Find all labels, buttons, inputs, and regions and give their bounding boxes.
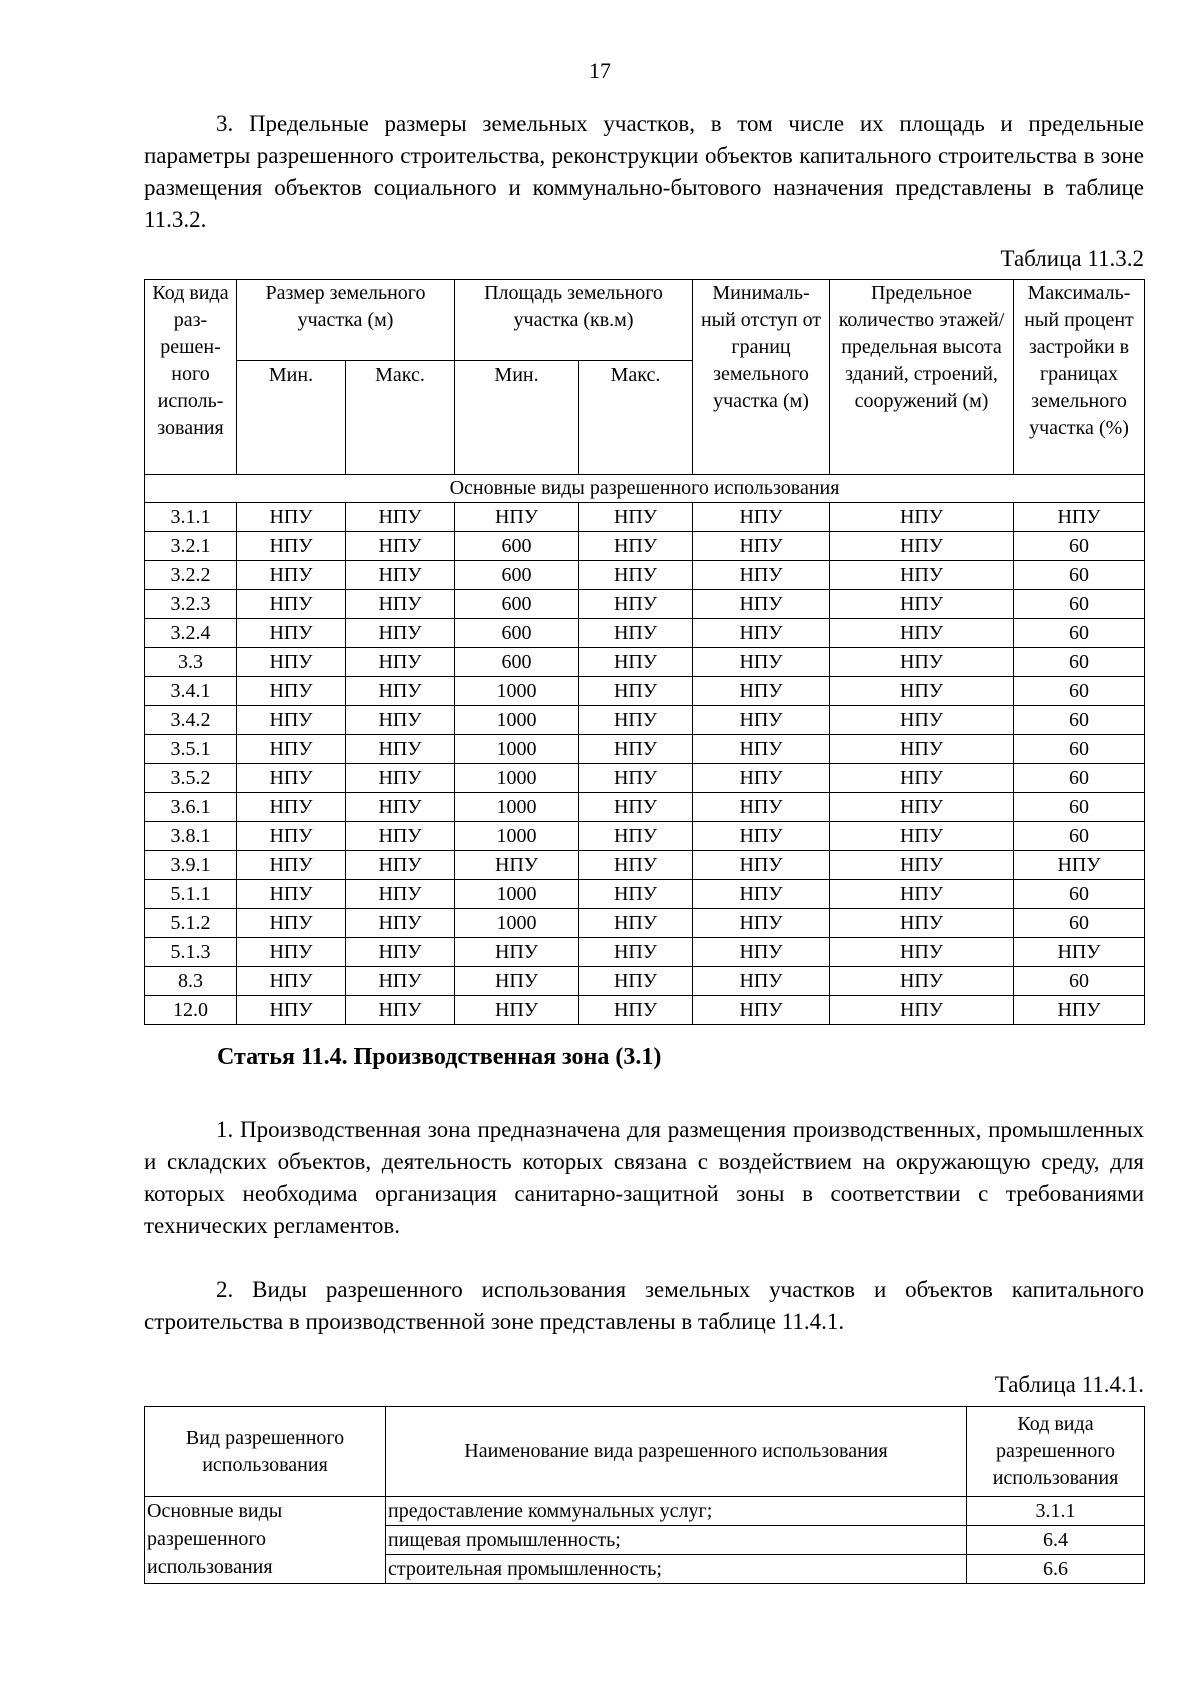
use-code: 3.1.1 bbox=[967, 1497, 1145, 1526]
kind-label: Основные виды разрешенного использования bbox=[145, 1497, 386, 1584]
table-cell: 600 bbox=[455, 619, 579, 648]
use-name: предоставление коммунальных услуг; bbox=[386, 1497, 967, 1526]
table-cell: 60 bbox=[1014, 590, 1145, 619]
table-cell: НПУ bbox=[830, 851, 1014, 880]
table-cell: 1000 bbox=[455, 909, 579, 938]
table-cell: НПУ bbox=[579, 590, 693, 619]
use-code: 6.4 bbox=[967, 1526, 1145, 1555]
table-cell: НПУ bbox=[693, 648, 830, 677]
table-cell: 600 bbox=[455, 590, 579, 619]
table-cell: НПУ bbox=[693, 764, 830, 793]
table-cell: НПУ bbox=[237, 880, 346, 909]
table-cell: НПУ bbox=[579, 561, 693, 590]
table-cell: НПУ bbox=[346, 851, 455, 880]
table-row bbox=[145, 764, 1145, 793]
table-cell: НПУ bbox=[830, 590, 1014, 619]
table-cell: НПУ bbox=[346, 938, 455, 967]
table-cell: НПУ bbox=[346, 967, 455, 996]
table-row bbox=[145, 1497, 1145, 1526]
table-cell: НПУ bbox=[237, 677, 346, 706]
table-cell: НПУ bbox=[237, 909, 346, 938]
table-row bbox=[145, 996, 1145, 1025]
table-cell: НПУ bbox=[830, 503, 1014, 532]
table-cell: НПУ bbox=[830, 648, 1014, 677]
table-cell: 1000 bbox=[455, 822, 579, 851]
table-row bbox=[145, 677, 1145, 706]
table-row bbox=[145, 822, 1145, 851]
header-area-min: Мин. bbox=[455, 361, 579, 475]
table-cell: НПУ bbox=[237, 735, 346, 764]
table-cell: НПУ bbox=[579, 619, 693, 648]
table-cell: НПУ bbox=[346, 793, 455, 822]
table-cell: НПУ bbox=[579, 909, 693, 938]
header-offset: Минималь-ный отступ от границ земельного участка (м) bbox=[693, 280, 830, 475]
table-cell: НПУ bbox=[579, 706, 693, 735]
use-code: 6.6 bbox=[967, 1555, 1145, 1584]
table-cell: 3.2.1 bbox=[145, 532, 237, 561]
table-11-3-2-caption: Таблица 11.3.2 bbox=[1000, 246, 1144, 271]
table-cell: НПУ bbox=[693, 793, 830, 822]
table-cell: НПУ bbox=[455, 996, 579, 1025]
table-cell: НПУ bbox=[830, 996, 1014, 1025]
table-cell: НПУ bbox=[830, 764, 1014, 793]
paragraph-intro: 3. Предельные размеры земельных участков, в том числе их площадь и предельные параметры разрешенного строительства, реконструкции объектов капитального строительства в зоне размещения объектов социального и коммунально-бытового назначения представлены в таблице 11.3.2. bbox=[144, 111, 1144, 232]
table-cell: 3.4.1 bbox=[145, 677, 237, 706]
table-cell: 60 bbox=[1014, 532, 1145, 561]
table-row bbox=[145, 619, 1145, 648]
table-cell: НПУ bbox=[455, 851, 579, 880]
table-cell: 60 bbox=[1014, 619, 1145, 648]
header-floors: Предельное количество этажей/ предельная высота зданий, строений, сооружений (м) bbox=[830, 280, 1014, 475]
table-cell: 3.3 bbox=[145, 648, 237, 677]
table-cell: НПУ bbox=[579, 532, 693, 561]
table-cell: 600 bbox=[455, 561, 579, 590]
table-row bbox=[145, 590, 1145, 619]
table-row bbox=[145, 561, 1145, 590]
table-row bbox=[145, 735, 1145, 764]
table-cell: НПУ bbox=[693, 938, 830, 967]
header-code: Код вида раз-решен-ного исполь-зования bbox=[145, 280, 237, 475]
table-cell: НПУ bbox=[237, 851, 346, 880]
table-cell: НПУ bbox=[346, 561, 455, 590]
article-heading: Статья 11.4. Производственная зона (3.1) bbox=[217, 1044, 662, 1070]
table-cell: 3.2.2 bbox=[145, 561, 237, 590]
table-cell: НПУ bbox=[346, 677, 455, 706]
table-cell: НПУ bbox=[579, 851, 693, 880]
table-cell: НПУ bbox=[346, 619, 455, 648]
table-cell: 600 bbox=[455, 648, 579, 677]
table-cell: НПУ bbox=[830, 619, 1014, 648]
table-cell: 3.5.1 bbox=[145, 735, 237, 764]
table-cell: 3.8.1 bbox=[145, 822, 237, 851]
header-percent: Максималь-ный процент застройки в границах земельного участка (%) bbox=[1014, 280, 1145, 475]
table-cell: 1000 bbox=[455, 706, 579, 735]
table-cell: 3.1.1 bbox=[145, 503, 237, 532]
table-cell: НПУ bbox=[693, 590, 830, 619]
table-cell: НПУ bbox=[237, 619, 346, 648]
table-cell: 1000 bbox=[455, 735, 579, 764]
table-cell: НПУ bbox=[579, 938, 693, 967]
table-cell: НПУ bbox=[693, 503, 830, 532]
table-cell: НПУ bbox=[1014, 938, 1145, 967]
table-cell: НПУ bbox=[237, 648, 346, 677]
table-cell: НПУ bbox=[579, 503, 693, 532]
table-cell: НПУ bbox=[830, 735, 1014, 764]
table-row bbox=[145, 851, 1145, 880]
table-cell: НПУ bbox=[693, 822, 830, 851]
table-cell: НПУ bbox=[346, 822, 455, 851]
table-cell: НПУ bbox=[579, 822, 693, 851]
table-cell: НПУ bbox=[579, 648, 693, 677]
table-cell: НПУ bbox=[579, 764, 693, 793]
table-cell: НПУ bbox=[693, 996, 830, 1025]
table-cell: НПУ bbox=[830, 532, 1014, 561]
header-name: Наименование вида разрешенного использования bbox=[386, 1407, 967, 1497]
table-cell: 8.3 bbox=[145, 967, 237, 996]
table-cell: 3.4.2 bbox=[145, 706, 237, 735]
table-cell: НПУ bbox=[237, 532, 346, 561]
table-cell: НПУ bbox=[237, 793, 346, 822]
table-cell: 60 bbox=[1014, 735, 1145, 764]
table-cell: НПУ bbox=[693, 880, 830, 909]
paragraph-table-reference: 2. Виды разрешенного использования земельных участков и объектов капитального строительства в производственной зоне представлены в таблице 11.4.1. bbox=[144, 1277, 1144, 1334]
table-cell: 1000 bbox=[455, 793, 579, 822]
header-kind: Вид разрешенного использования bbox=[145, 1407, 386, 1497]
use-name: строительная промышленность; bbox=[386, 1555, 967, 1584]
table-cell: 60 bbox=[1014, 561, 1145, 590]
table-cell: НПУ bbox=[237, 996, 346, 1025]
table-cell: НПУ bbox=[830, 677, 1014, 706]
table-cell: НПУ bbox=[346, 706, 455, 735]
table-cell: НПУ bbox=[830, 561, 1014, 590]
table-cell: НПУ bbox=[346, 880, 455, 909]
table-cell: НПУ bbox=[693, 706, 830, 735]
table-cell: НПУ bbox=[693, 851, 830, 880]
table-cell: НПУ bbox=[455, 503, 579, 532]
table-cell: 12.0 bbox=[145, 996, 237, 1025]
table-cell: НПУ bbox=[693, 619, 830, 648]
table-cell: НПУ bbox=[237, 822, 346, 851]
table-cell: НПУ bbox=[346, 532, 455, 561]
header-size: Размер земельного участка (м) bbox=[237, 280, 455, 361]
table-cell: НПУ bbox=[237, 561, 346, 590]
header-area-max: Макс. bbox=[579, 361, 693, 475]
table-cell: 5.1.3 bbox=[145, 938, 237, 967]
use-name: пищевая промышленность; bbox=[386, 1526, 967, 1555]
table-cell: НПУ bbox=[830, 938, 1014, 967]
table-11-4-1 bbox=[144, 1406, 1145, 1584]
table-cell: НПУ bbox=[237, 503, 346, 532]
table-cell: НПУ bbox=[455, 938, 579, 967]
table-cell: 3.2.4 bbox=[145, 619, 237, 648]
table-cell: НПУ bbox=[346, 909, 455, 938]
table-cell: НПУ bbox=[579, 735, 693, 764]
table-row bbox=[145, 503, 1145, 532]
table-cell: НПУ bbox=[237, 764, 346, 793]
table-cell: НПУ bbox=[693, 909, 830, 938]
table-cell: 5.1.1 bbox=[145, 880, 237, 909]
table-cell: НПУ bbox=[237, 938, 346, 967]
table-cell: 60 bbox=[1014, 677, 1145, 706]
table-row bbox=[145, 909, 1145, 938]
table-cell: 60 bbox=[1014, 909, 1145, 938]
header-size-max: Макс. bbox=[346, 361, 455, 475]
table-cell: 60 bbox=[1014, 822, 1145, 851]
table-cell: НПУ bbox=[693, 561, 830, 590]
table-cell: НПУ bbox=[346, 590, 455, 619]
table-row bbox=[145, 793, 1145, 822]
table-cell: 60 bbox=[1014, 880, 1145, 909]
table-cell: 3.9.1 bbox=[145, 851, 237, 880]
table-cell: НПУ bbox=[237, 967, 346, 996]
table-cell: НПУ bbox=[237, 706, 346, 735]
table-cell: НПУ bbox=[346, 996, 455, 1025]
table-cell: НПУ bbox=[693, 532, 830, 561]
table-cell: 3.6.1 bbox=[145, 793, 237, 822]
page-number: 17 bbox=[589, 58, 611, 83]
table-cell: НПУ bbox=[693, 735, 830, 764]
table-cell: НПУ bbox=[830, 880, 1014, 909]
section-label: Основные виды разрешенного использования bbox=[145, 475, 1145, 503]
table-row bbox=[145, 532, 1145, 561]
table-cell: НПУ bbox=[693, 677, 830, 706]
table-row bbox=[145, 706, 1145, 735]
table-cell: НПУ bbox=[346, 503, 455, 532]
table-cell: НПУ bbox=[830, 793, 1014, 822]
table-cell: 1000 bbox=[455, 880, 579, 909]
table-cell: 1000 bbox=[455, 677, 579, 706]
header-code: Код вида разрешенного использования bbox=[967, 1407, 1145, 1497]
table-row bbox=[145, 967, 1145, 996]
header-area: Площадь земельного участка (кв.м) bbox=[455, 280, 693, 361]
table-11-4-1-caption: Таблица 11.4.1. bbox=[994, 1372, 1144, 1397]
table-cell: 1000 bbox=[455, 764, 579, 793]
table-cell: НПУ bbox=[579, 967, 693, 996]
table-cell: 60 bbox=[1014, 793, 1145, 822]
table-cell: НПУ bbox=[1014, 851, 1145, 880]
table-cell: 3.5.2 bbox=[145, 764, 237, 793]
table-cell: 5.1.2 bbox=[145, 909, 237, 938]
table-cell: 60 bbox=[1014, 764, 1145, 793]
table-cell: НПУ bbox=[830, 909, 1014, 938]
table-row bbox=[145, 648, 1145, 677]
table-cell: 60 bbox=[1014, 648, 1145, 677]
table-cell: НПУ bbox=[579, 880, 693, 909]
table-cell: 3.2.3 bbox=[145, 590, 237, 619]
table-cell: НПУ bbox=[830, 822, 1014, 851]
table-cell: НПУ bbox=[1014, 996, 1145, 1025]
table-row bbox=[145, 880, 1145, 909]
table-cell: НПУ bbox=[830, 706, 1014, 735]
table-cell: НПУ bbox=[1014, 503, 1145, 532]
table-cell: 600 bbox=[455, 532, 579, 561]
table-cell: НПУ bbox=[579, 793, 693, 822]
table-cell: 60 bbox=[1014, 967, 1145, 996]
table-cell: НПУ bbox=[693, 967, 830, 996]
table-cell: НПУ bbox=[346, 648, 455, 677]
table-cell: НПУ bbox=[579, 677, 693, 706]
table-cell: НПУ bbox=[455, 967, 579, 996]
table-11-3-2 bbox=[144, 279, 1145, 1025]
table-cell: НПУ bbox=[830, 967, 1014, 996]
table-cell: НПУ bbox=[237, 590, 346, 619]
paragraph-zone-purpose: 1. Производственная зона предназначена для размещения производственных, промышленных и складских объектов, деятельность которых связана с воздействием на окружающую среду, для которых необходима организация санитарно-защитной зоны в соответствии с требованиями технических регламентов. bbox=[144, 1117, 1144, 1238]
table-row bbox=[145, 938, 1145, 967]
table-cell: НПУ bbox=[579, 996, 693, 1025]
table-cell: 60 bbox=[1014, 706, 1145, 735]
header-size-min: Мин. bbox=[237, 361, 346, 475]
table-cell: НПУ bbox=[346, 735, 455, 764]
table-cell: НПУ bbox=[346, 764, 455, 793]
